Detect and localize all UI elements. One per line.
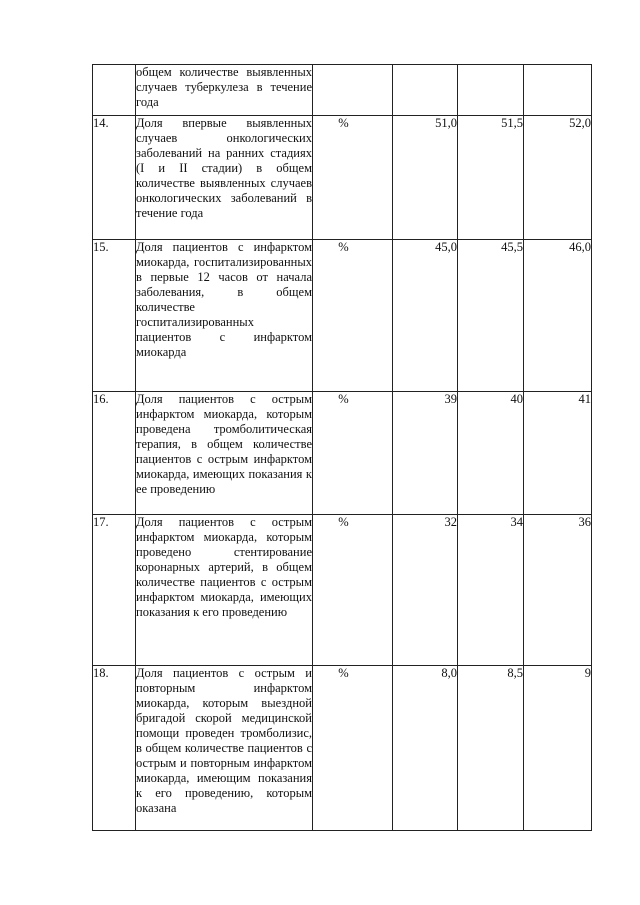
value-cell-1: 8,0: [393, 666, 458, 831]
value-cell-1: [393, 65, 458, 116]
table-row: [93, 392, 592, 515]
unit-cell: [313, 116, 393, 240]
unit-label: %: [338, 515, 349, 529]
row-number-cell: 17.: [93, 515, 136, 666]
value-cell-3: 41: [524, 392, 592, 515]
row-number-cell: 16.: [93, 392, 136, 515]
indicator-name-cell: [136, 666, 313, 831]
table-row: [93, 116, 592, 240]
indicator-name-cell: [136, 65, 313, 116]
value-cell-3: [524, 65, 592, 116]
value-cell-1: 51,0: [393, 116, 458, 240]
table-row: [93, 240, 592, 392]
unit-cell: [313, 666, 393, 831]
value-cell-1: 32: [393, 515, 458, 666]
value-cell-3: 52,0: [524, 116, 592, 240]
indicator-name: Доля пациентов с острым инфарктом миокарда, которым проведена тромболитическая терапия, в общем количестве пациентов с острым инфарктом миокарда, имеющих показания к ее проведению: [136, 392, 312, 496]
unit-cell: [313, 240, 393, 392]
table-row: [93, 65, 592, 116]
unit-cell: [313, 65, 393, 116]
indicator-name-cell: [136, 392, 313, 515]
value-cell-1: 45,0: [393, 240, 458, 392]
indicator-name-cell: [136, 240, 313, 392]
indicator-name: Доля пациентов с острым и повторным инфарктом миокарда, которым выездной бригадой скорой медицинской помощи проведен тромболизис, в общем количестве пациентов с острым и повторным инфарктом миокарда, имеющим показания к его проведению, которым оказана: [136, 666, 312, 815]
unit-label: %: [338, 666, 349, 680]
indicator-name-cell: [136, 515, 313, 666]
value-cell-1: 39: [393, 392, 458, 515]
value-cell-2: 45,5: [458, 240, 524, 392]
row-number-cell: 15.: [93, 240, 136, 392]
value-cell-3: 36: [524, 515, 592, 666]
value-cell-2: 51,5: [458, 116, 524, 240]
unit-label: %: [338, 392, 349, 406]
unit-cell: [313, 515, 393, 666]
indicator-name: Доля пациентов с острым инфарктом миокарда, которым проведено стентирование коронарных артерий, в общем количестве пациентов с острым инфарктом миокарда, имеющих показания к его проведению: [136, 515, 312, 619]
unit-cell: [313, 392, 393, 515]
unit-label: %: [338, 116, 349, 130]
indicator-name: общем количестве выявленных случаев туберкулеза в течение года: [136, 65, 312, 109]
table-row: [93, 666, 592, 831]
value-cell-3: 46,0: [524, 240, 592, 392]
value-cell-2: [458, 65, 524, 116]
value-cell-2: 34: [458, 515, 524, 666]
indicator-name-cell: [136, 116, 313, 240]
indicators-table: [92, 64, 592, 831]
row-number-cell: 14.: [93, 116, 136, 240]
row-number-cell: 18.: [93, 666, 136, 831]
value-cell-3: 9: [524, 666, 592, 831]
row-number-cell: [93, 65, 136, 116]
indicator-name: Доля пациентов с инфарктом миокарда, госпитализированных в первые 12 часов от начала заболевания, в общем количестве госпитализированных пациентов с инфарктом миокарда: [136, 240, 312, 359]
value-cell-2: 8,5: [458, 666, 524, 831]
unit-label: %: [338, 240, 349, 254]
value-cell-2: 40: [458, 392, 524, 515]
indicator-name: Доля впервые выявленных случаев онкологических заболеваний на ранних стадиях (I и II стадии) в общем количестве выявленных случаев онкологических заболеваний в течение года: [136, 116, 312, 220]
table-row: [93, 515, 592, 666]
